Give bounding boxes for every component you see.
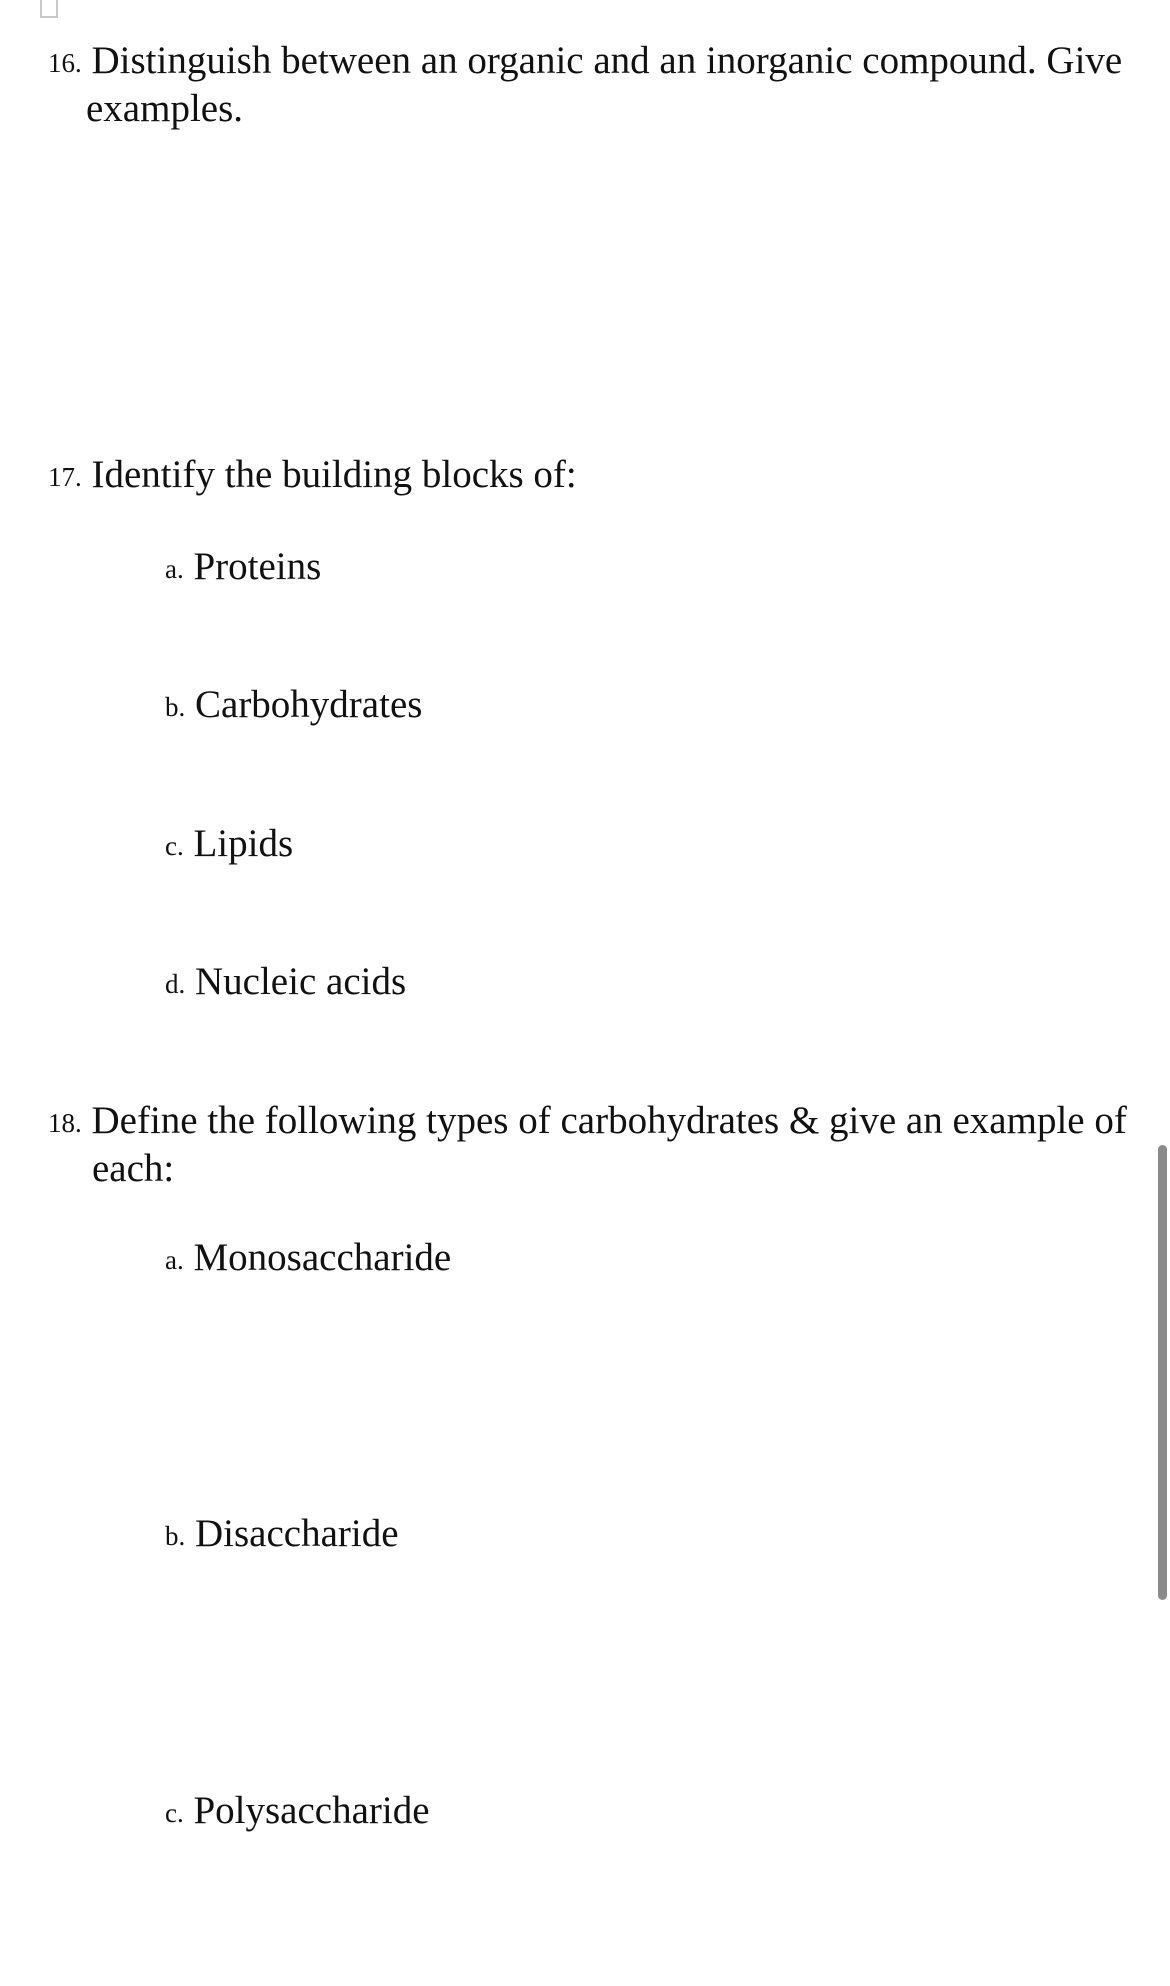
item-letter: b. — [165, 1521, 186, 1551]
list-item — [165, 1235, 451, 1283]
question-18 — [48, 1098, 1127, 1192]
item-letter: d. — [165, 969, 186, 999]
item-letter: c. — [165, 831, 184, 861]
item-text: Carbohydrates — [195, 683, 423, 726]
question-number: 17. — [48, 462, 82, 492]
question-text-line1: Identify the building blocks of: — [91, 453, 577, 496]
item-text: Lipids — [193, 822, 294, 865]
item-text: Nucleic acids — [195, 960, 407, 1003]
question-number: 18. — [48, 1108, 82, 1138]
question-17 — [48, 452, 577, 500]
list-item — [165, 682, 422, 730]
vertical-scrollbar[interactable] — [1158, 1145, 1167, 1600]
list-item — [165, 821, 293, 869]
item-text: Proteins — [193, 545, 322, 588]
question-text-line1: Distinguish between an organic and an inorganic compound. Give — [91, 39, 1123, 82]
question-text-line2: each: — [92, 1147, 175, 1190]
item-letter: a. — [165, 1245, 184, 1275]
item-text: Disaccharide — [195, 1512, 399, 1555]
question-text-line1: Define the following types of carbohydrates & give an example of — [91, 1099, 1127, 1142]
question-16 — [48, 38, 1122, 132]
item-text: Monosaccharide — [193, 1236, 452, 1279]
list-item — [165, 1511, 399, 1559]
question-text-line2: examples. — [86, 87, 244, 130]
item-text: Polysaccharide — [193, 1789, 430, 1832]
item-letter: c. — [165, 1798, 184, 1828]
item-letter: b. — [165, 692, 186, 722]
checkbox-fragment — [40, 0, 58, 18]
list-item — [165, 959, 406, 1007]
list-item — [165, 544, 321, 592]
item-letter: a. — [165, 554, 184, 584]
list-item — [165, 1788, 430, 1836]
question-number: 16. — [48, 48, 82, 78]
